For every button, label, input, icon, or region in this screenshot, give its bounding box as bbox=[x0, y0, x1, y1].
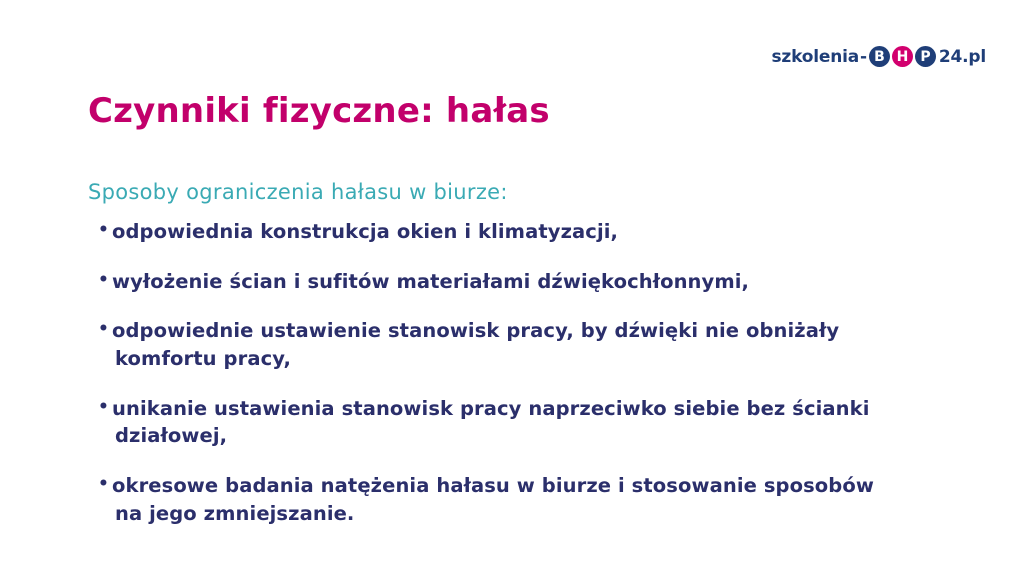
list-item bbox=[98, 317, 928, 372]
list-item-line1: unikanie ustawienia stanowisk pracy naprzeciwko siebie bez ścianki bbox=[112, 396, 870, 420]
section-subtitle: Sposoby ograniczenia hałasu w biurze: bbox=[88, 180, 508, 205]
bullet-marker-icon: • bbox=[98, 319, 109, 340]
list-item-line1: wyłożenie ścian i sufitów materiałami dźwiękochłonnymi, bbox=[112, 269, 750, 293]
list-item bbox=[98, 218, 928, 246]
list-item-line2: działowej, bbox=[115, 424, 228, 448]
list-item-line1: odpowiednia konstrukcja okien i klimatyzacji, bbox=[112, 220, 619, 243]
list-item-text bbox=[112, 395, 928, 450]
list-item-text bbox=[112, 317, 928, 372]
list-item bbox=[98, 395, 928, 450]
bullet-marker-icon: • bbox=[98, 396, 109, 417]
page-title: Czynniki fizyczne: hałas bbox=[88, 90, 550, 131]
bullet-marker-icon: • bbox=[98, 474, 109, 495]
logo-suffix-text: 24.pl bbox=[938, 46, 986, 67]
bullet-marker-icon: • bbox=[98, 220, 109, 240]
list-item bbox=[98, 472, 928, 527]
logo-letter-h: H bbox=[892, 46, 913, 67]
logo-letter-p: P bbox=[915, 46, 936, 67]
list-item-text bbox=[112, 218, 928, 246]
bullet-marker-icon: • bbox=[98, 269, 109, 290]
list-item-text bbox=[112, 472, 928, 527]
logo-prefix-text: szkolenia bbox=[771, 46, 860, 67]
list-item bbox=[98, 268, 928, 296]
list-item-line2: komfortu pracy, bbox=[115, 347, 292, 371]
site-logo[interactable] bbox=[772, 46, 986, 67]
list-item-text bbox=[112, 268, 928, 296]
list-item-line2: na jego zmniejszanie. bbox=[115, 501, 355, 525]
list-item-line1: okresowe badania natężenia hałasu w biurze i stosowanie sposobów bbox=[112, 474, 874, 498]
bullet-list bbox=[98, 218, 928, 550]
logo-letter-b: B bbox=[869, 46, 890, 67]
list-item-line1: odpowiednie ustawienie stanowisk pracy, by dźwięki nie obniżały bbox=[112, 319, 840, 343]
logo-dash: - bbox=[860, 46, 867, 67]
